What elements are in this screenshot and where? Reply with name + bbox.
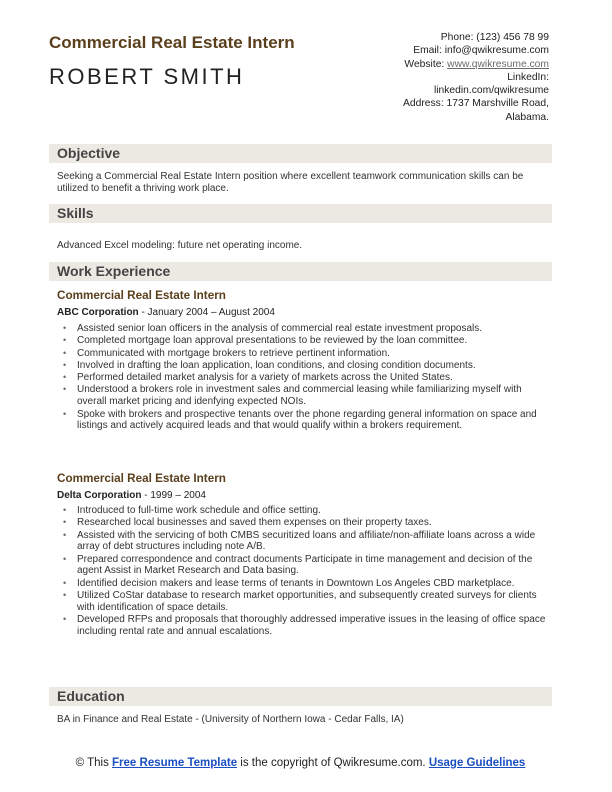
objective-heading: Objective xyxy=(57,145,121,161)
candidate-name: ROBERT SMITH xyxy=(49,64,245,89)
skills-heading-bar xyxy=(49,204,552,223)
list-item: • Spoke with brokers and prospective tenants over the phone regarding general information on space and listings and actively acquired leads and that would qualify within a brokers requirement. xyxy=(77,409,549,433)
list-item: • Developed RFPs and proposals that thoroughly addressed imperative issues in the leasing of office space including rental rate and annual escalations. xyxy=(77,614,549,638)
job-1-dates: - January 2004 – August 2004 xyxy=(138,307,275,318)
education-heading-bar xyxy=(49,687,552,706)
list-item: • Introduced to full-time work schedule and office setting. xyxy=(77,505,549,517)
job-1-employer xyxy=(57,307,275,318)
education-heading: Education xyxy=(57,688,125,704)
footer-middle: is the copyright of Qwikresume.com. xyxy=(237,757,429,769)
header-job-title: Commercial Real Estate Intern xyxy=(49,33,295,52)
contact-phone: Phone: (123) 456 78 99 xyxy=(440,32,549,43)
objective-heading-bar xyxy=(49,144,552,163)
list-item: • Involved in drafting the loan application, loan conditions, and closing condition documents. xyxy=(77,360,549,372)
job-2-bullet-list xyxy=(57,505,549,638)
footer-copyright xyxy=(49,757,552,771)
list-item: • Understood a brokers role in investment sales and commercial leasing while familiarizing myself with overall market pricing and idenfying expected NOIs. xyxy=(77,384,549,408)
job-2-employer xyxy=(57,490,206,501)
list-item: • Researched local businesses and saved them expenses on their property taxes. xyxy=(77,517,549,529)
job-1-company: ABC Corporation xyxy=(57,307,139,318)
website-link[interactable]: www.qwikresume.com xyxy=(447,58,549,70)
job-2-dates: - 1999 – 2004 xyxy=(141,490,206,501)
list-item: • Assisted senior loan officers in the analysis of commercial real estate investment proposals. xyxy=(77,323,549,335)
usage-guidelines-link[interactable]: Usage Guidelines xyxy=(428,757,526,769)
list-item: • Utilized CoStar database to research market opportunities, and subsequently created surveys for clients with identification of space details. xyxy=(77,590,549,614)
work-experience-heading: Work Experience xyxy=(57,263,171,279)
contact-block xyxy=(319,31,549,124)
skills-text: Advanced Excel modeling: future net operating income. xyxy=(57,240,303,251)
job-1-title: Commercial Real Estate Intern xyxy=(57,289,226,302)
skills-heading: Skills xyxy=(57,205,94,221)
education-text: BA in Finance and Real Estate - (University of Northern Iowa - Cedar Falls, IA) xyxy=(57,714,404,725)
list-item: • Performed detailed market analysis for a variety of markets across the United States. xyxy=(77,372,549,384)
list-item: • Assisted with the servicing of both CMBS securitized loans and affiliate/non-affiliate loans across a wide array of debt structures including note A/B. xyxy=(77,530,549,554)
list-item: • Prepared correspondence and contract documents Participate in time management and decision of the agent Assist in Market Research and Data basing. xyxy=(77,554,549,578)
contact-website xyxy=(319,58,549,71)
website-label: Website: xyxy=(404,58,448,70)
contact-address-line2: Alabama. xyxy=(505,111,549,123)
job-1-bullet-list xyxy=(57,323,549,433)
list-item: • Communicated with mortgage brokers to retrieve pertinent information. xyxy=(77,348,549,360)
footer-prefix: © This xyxy=(75,757,113,769)
contact-email: Email: info@qwikresume.com xyxy=(413,45,549,57)
work-experience-heading-bar xyxy=(49,262,552,281)
contact-linkedin-label: LinkedIn: xyxy=(507,71,549,83)
objective-text: Seeking a Commercial Real Estate Intern position where excellent teamwork communication skills can be utilized to benefit a thriving work place. xyxy=(57,171,524,194)
job-2-company: Delta Corporation xyxy=(57,490,142,501)
list-item: • Completed mortgage loan approval presentations to be reviewed by the loan committee. xyxy=(77,335,549,347)
contact-linkedin-value: linkedin.com/qwikresume xyxy=(433,85,549,97)
job-2-title: Commercial Real Estate Intern xyxy=(57,472,226,485)
contact-address-line1: Address: 1737 Marshville Road, xyxy=(403,98,549,110)
free-resume-template-link[interactable]: Free Resume Template xyxy=(112,757,238,769)
list-item: • Identified decision makers and lease terms of tenants in Downtown Los Angeles CBD marketplace. xyxy=(77,578,549,590)
